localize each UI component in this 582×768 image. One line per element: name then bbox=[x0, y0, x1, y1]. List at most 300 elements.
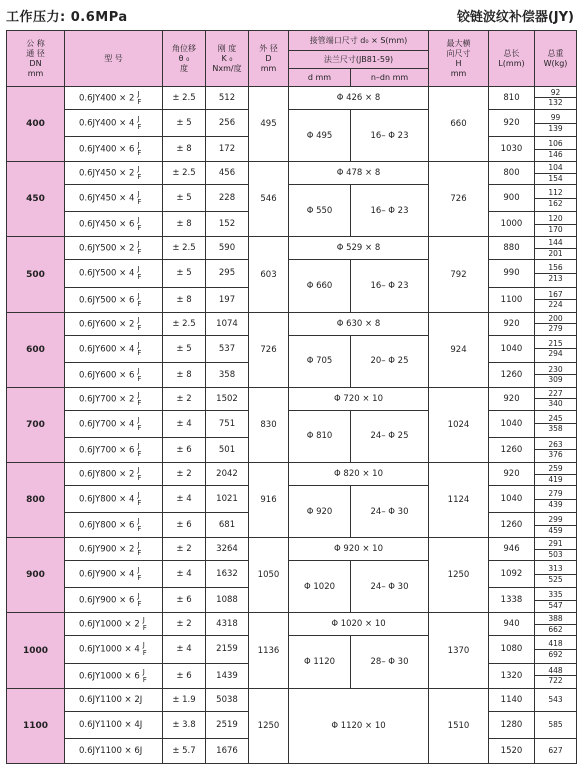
weight-value: 99 bbox=[550, 113, 561, 123]
flange-d-cell: Φ 1020 bbox=[289, 561, 351, 613]
stiffness-cell: 1502 bbox=[206, 387, 249, 410]
stiffness-cell: 2159 bbox=[206, 636, 249, 663]
weight-value: 224 bbox=[535, 299, 576, 310]
header-length: 总长 L(mm) bbox=[489, 31, 535, 87]
weight-value: 132 bbox=[535, 97, 576, 108]
length-cell: 1030 bbox=[489, 137, 535, 162]
jf-suffix: J F bbox=[137, 291, 142, 308]
weight-value: 167 bbox=[548, 289, 563, 299]
max-lateral-cell: 792 bbox=[429, 237, 489, 312]
max-lateral-cell: 1124 bbox=[429, 463, 489, 538]
model-cell bbox=[65, 137, 163, 162]
length-cell: 946 bbox=[489, 538, 535, 561]
stiffness-cell: 1676 bbox=[206, 738, 249, 763]
weight-value: 335 bbox=[548, 590, 563, 600]
flange-n-cell: 20– Φ 25 bbox=[351, 335, 429, 387]
table-row bbox=[7, 410, 577, 437]
angle-cell: ± 2.5 bbox=[163, 312, 206, 335]
model-cell bbox=[65, 463, 163, 486]
model-cell bbox=[65, 237, 163, 260]
weight-cell bbox=[535, 87, 577, 110]
pipe-size-cell: Φ 529 × 8 bbox=[289, 237, 429, 260]
length-cell: 1280 bbox=[489, 711, 535, 738]
jf-suffix: J F bbox=[137, 491, 142, 508]
weight-cell bbox=[535, 738, 577, 763]
weight-value: 146 bbox=[535, 149, 576, 160]
weight-value: 291 bbox=[548, 539, 563, 549]
weight-value: 139 bbox=[535, 123, 576, 134]
header-dn: 公 称 通 径 DN mm bbox=[7, 31, 65, 87]
length-cell: 1100 bbox=[489, 287, 535, 312]
jf-suffix: J F bbox=[137, 240, 142, 257]
weight-value: 439 bbox=[535, 499, 576, 510]
stiffness-cell: 681 bbox=[206, 513, 249, 538]
flange-n-cell: 28– Φ 30 bbox=[351, 636, 429, 688]
flange-d-cell: Φ 920 bbox=[289, 486, 351, 538]
jf-suffix: J F bbox=[137, 592, 142, 609]
jf-suffix: J F bbox=[137, 441, 142, 458]
model-cell bbox=[65, 688, 163, 711]
flange-n-cell: 24– Φ 30 bbox=[351, 561, 429, 613]
pipe-size-cell: Φ 1020 × 10 bbox=[289, 613, 429, 636]
table-row bbox=[7, 561, 577, 588]
model-cell bbox=[65, 312, 163, 335]
dn-cell: 500 bbox=[7, 237, 65, 312]
angle-cell: ± 5.7 bbox=[163, 738, 206, 763]
weight-cell bbox=[535, 561, 577, 588]
table-row bbox=[7, 87, 577, 110]
dn-cell: 900 bbox=[7, 538, 65, 613]
angle-cell: ± 8 bbox=[163, 137, 206, 162]
angle-cell: ± 4 bbox=[163, 561, 206, 588]
stiffness-cell: 456 bbox=[206, 162, 249, 185]
outer-diameter-cell: 1250 bbox=[249, 688, 289, 763]
weight-value: 418 bbox=[548, 639, 563, 649]
stiffness-cell: 295 bbox=[206, 260, 249, 287]
angle-cell: ± 2 bbox=[163, 613, 206, 636]
header-weight: 总重 W(kg) bbox=[535, 31, 577, 87]
header-pipe-size: 接管端口尺寸 d₀ × S(mm) bbox=[289, 31, 429, 51]
outer-diameter-cell: 726 bbox=[249, 312, 289, 387]
length-cell: 1092 bbox=[489, 561, 535, 588]
length-cell: 1260 bbox=[489, 362, 535, 387]
weight-cell bbox=[535, 437, 577, 462]
dn-cell: 450 bbox=[7, 162, 65, 237]
table-row bbox=[7, 237, 577, 260]
model-cell bbox=[65, 437, 163, 462]
table-row bbox=[7, 312, 577, 335]
jf-suffix: J F bbox=[137, 265, 142, 282]
length-cell: 880 bbox=[489, 237, 535, 260]
jf-suffix: J F bbox=[137, 216, 142, 233]
model-text: 0.6JY900 × 4 bbox=[79, 569, 135, 580]
jf-suffix: J F bbox=[137, 89, 142, 106]
stiffness-cell: 501 bbox=[206, 437, 249, 462]
weight-cell bbox=[535, 636, 577, 663]
length-cell: 920 bbox=[489, 312, 535, 335]
weight-cell bbox=[535, 287, 577, 312]
weight-value: 200 bbox=[548, 313, 563, 323]
weight-cell bbox=[535, 711, 577, 738]
dn-cell: 1000 bbox=[7, 613, 65, 688]
model-text: 0.6JY700 × 4 bbox=[79, 419, 135, 430]
length-cell: 1040 bbox=[489, 410, 535, 437]
table-row bbox=[7, 162, 577, 185]
jf-suffix: J F bbox=[137, 541, 142, 558]
weight-value: 162 bbox=[535, 198, 576, 209]
model-text: 0.6JY450 × 6 bbox=[79, 219, 135, 230]
flange-d-cell: Φ 705 bbox=[289, 335, 351, 387]
outer-diameter-cell: 495 bbox=[249, 87, 289, 162]
model-text: 0.6JY500 × 6 bbox=[79, 295, 135, 306]
pipe-size-cell: Φ 920 × 10 bbox=[289, 538, 429, 561]
weight-value: 263 bbox=[548, 439, 563, 449]
model-cell bbox=[65, 613, 163, 636]
weight-cell bbox=[535, 387, 577, 410]
max-lateral-cell: 1370 bbox=[429, 613, 489, 688]
angle-cell: ± 6 bbox=[163, 437, 206, 462]
table-row bbox=[7, 613, 577, 636]
outer-diameter-cell: 1136 bbox=[249, 613, 289, 688]
model-cell bbox=[65, 287, 163, 312]
weight-cell bbox=[535, 109, 577, 136]
header-model: 型 号 bbox=[65, 31, 163, 87]
weight-value: 230 bbox=[548, 364, 563, 374]
table-row bbox=[7, 538, 577, 561]
stiffness-cell: 197 bbox=[206, 287, 249, 312]
stiffness-cell: 751 bbox=[206, 410, 249, 437]
angle-cell: ± 3.8 bbox=[163, 711, 206, 738]
model-text: 0.6JY800 × 6 bbox=[79, 520, 135, 531]
length-cell: 1140 bbox=[489, 688, 535, 711]
table-row bbox=[7, 636, 577, 663]
model-text: 0.6JY400 × 4 bbox=[79, 118, 135, 129]
flange-n-cell: 16– Φ 23 bbox=[351, 109, 429, 161]
weight-cell bbox=[535, 362, 577, 387]
model-text: 0.6JY1100 × 4J bbox=[79, 719, 143, 730]
flange-n-cell: 16– Φ 23 bbox=[351, 185, 429, 237]
product-title: 铰链波纹补偿器(JY) bbox=[456, 10, 574, 25]
jf-suffix: J F bbox=[137, 466, 142, 482]
weight-value: 419 bbox=[535, 474, 576, 485]
weight-cell bbox=[535, 588, 577, 613]
angle-cell: ± 6 bbox=[163, 513, 206, 538]
weight-value: 547 bbox=[535, 600, 576, 611]
model-text: 0.6JY900 × 2 bbox=[79, 544, 135, 555]
model-text: 0.6JY400 × 2 bbox=[79, 93, 135, 104]
length-cell: 920 bbox=[489, 387, 535, 410]
model-text: 0.6JY700 × 6 bbox=[79, 445, 135, 456]
model-cell bbox=[65, 162, 163, 185]
angle-cell: ± 2 bbox=[163, 463, 206, 486]
header-angle: 角位移 θ ₀ 度 bbox=[163, 31, 206, 87]
weight-value: 259 bbox=[548, 464, 563, 473]
table-row bbox=[7, 463, 577, 486]
weight-cell bbox=[535, 212, 577, 237]
model-cell bbox=[65, 711, 163, 738]
angle-cell: ± 5 bbox=[163, 260, 206, 287]
model-cell bbox=[65, 663, 163, 688]
jf-suffix: J F bbox=[142, 667, 147, 684]
jf-suffix: J F bbox=[137, 390, 142, 407]
angle-cell: ± 2 bbox=[163, 538, 206, 561]
jf-suffix: J F bbox=[137, 141, 142, 158]
flange-d-cell: Φ 550 bbox=[289, 185, 351, 237]
flange-d-cell: Φ 660 bbox=[289, 260, 351, 312]
weight-cell bbox=[535, 486, 577, 513]
jf-suffix: J F bbox=[137, 340, 142, 357]
angle-cell: ± 5 bbox=[163, 109, 206, 136]
angle-cell: ± 4 bbox=[163, 486, 206, 513]
model-text: 0.6JY600 × 4 bbox=[79, 344, 135, 355]
weight-value: 340 bbox=[535, 398, 576, 409]
working-pressure-title: 工作压力: 0.6MPa bbox=[6, 10, 128, 25]
weight-cell bbox=[535, 137, 577, 162]
model-cell bbox=[65, 260, 163, 287]
jf-suffix: J F bbox=[142, 616, 147, 633]
weight-value: 170 bbox=[535, 224, 576, 235]
stiffness-cell: 590 bbox=[206, 237, 249, 260]
length-cell: 920 bbox=[489, 109, 535, 136]
weight-value: 120 bbox=[548, 214, 563, 224]
max-lateral-cell: 1024 bbox=[429, 387, 489, 462]
angle-cell: ± 5 bbox=[163, 185, 206, 212]
stiffness-cell: 2519 bbox=[206, 711, 249, 738]
weight-value: 245 bbox=[548, 413, 563, 423]
weight-value: 309 bbox=[535, 374, 576, 385]
weight-value: 294 bbox=[535, 348, 576, 359]
weight-cell bbox=[535, 185, 577, 212]
stiffness-cell: 512 bbox=[206, 87, 249, 110]
weight-cell bbox=[535, 162, 577, 185]
weight-value: 154 bbox=[535, 173, 576, 184]
angle-cell: ± 2.5 bbox=[163, 237, 206, 260]
pipe-size-cell: Φ 1120 × 10 bbox=[289, 688, 429, 763]
header-flange-n: n–dn mm bbox=[351, 69, 429, 87]
length-cell: 1338 bbox=[489, 588, 535, 613]
angle-cell: ± 8 bbox=[163, 287, 206, 312]
model-text: 0.6JY800 × 2 bbox=[79, 469, 135, 480]
model-text: 0.6JY450 × 2 bbox=[79, 168, 135, 179]
length-cell: 940 bbox=[489, 613, 535, 636]
model-cell bbox=[65, 185, 163, 212]
weight-value: 104 bbox=[548, 163, 563, 173]
weight-value: 112 bbox=[548, 188, 563, 198]
stiffness-cell: 1074 bbox=[206, 312, 249, 335]
table-row bbox=[7, 486, 577, 513]
flange-n-cell: 24– Φ 25 bbox=[351, 410, 429, 462]
angle-cell: ± 6 bbox=[163, 663, 206, 688]
spec-table bbox=[6, 30, 577, 764]
weight-value: 92 bbox=[550, 87, 561, 97]
dn-cell: 800 bbox=[7, 463, 65, 538]
pipe-size-cell: Φ 630 × 8 bbox=[289, 312, 429, 335]
weight-value: 692 bbox=[535, 649, 576, 660]
jf-suffix: J F bbox=[137, 115, 142, 132]
model-cell bbox=[65, 538, 163, 561]
flange-d-cell: Φ 810 bbox=[289, 410, 351, 462]
length-cell: 800 bbox=[489, 162, 535, 185]
stiffness-cell: 537 bbox=[206, 335, 249, 362]
angle-cell: ± 5 bbox=[163, 335, 206, 362]
model-text: 0.6JY500 × 2 bbox=[79, 243, 135, 254]
weight-value: 722 bbox=[535, 675, 576, 686]
model-text: 0.6JY450 × 4 bbox=[79, 193, 135, 204]
model-cell bbox=[65, 588, 163, 613]
model-cell bbox=[65, 362, 163, 387]
length-cell: 1260 bbox=[489, 437, 535, 462]
model-text: 0.6JY700 × 2 bbox=[79, 394, 135, 405]
model-cell bbox=[65, 87, 163, 110]
outer-diameter-cell: 1050 bbox=[249, 538, 289, 613]
outer-diameter-cell: 546 bbox=[249, 162, 289, 237]
stiffness-cell: 256 bbox=[206, 109, 249, 136]
length-cell: 1000 bbox=[489, 212, 535, 237]
weight-cell bbox=[535, 463, 577, 486]
weight-value: 213 bbox=[535, 273, 576, 284]
weight-value: 388 bbox=[548, 614, 563, 624]
stiffness-cell: 152 bbox=[206, 212, 249, 237]
weight-value: 459 bbox=[535, 525, 576, 536]
table-row bbox=[7, 109, 577, 136]
model-text: 0.6JY1100 × 6J bbox=[79, 745, 143, 756]
weight-cell bbox=[535, 410, 577, 437]
dn-cell: 600 bbox=[7, 312, 65, 387]
stiffness-cell: 1439 bbox=[206, 663, 249, 688]
outer-diameter-cell: 603 bbox=[249, 237, 289, 312]
max-lateral-cell: 924 bbox=[429, 312, 489, 387]
max-lateral-cell: 726 bbox=[429, 162, 489, 237]
outer-diameter-cell: 916 bbox=[249, 463, 289, 538]
weight-cell bbox=[535, 260, 577, 287]
weight-cell bbox=[535, 538, 577, 561]
header-flange-d: d mm bbox=[289, 69, 351, 87]
weight-value: 503 bbox=[535, 549, 576, 560]
weight-value: 144 bbox=[548, 238, 563, 248]
outer-diameter-cell: 830 bbox=[249, 387, 289, 462]
weight-value: 299 bbox=[548, 515, 563, 525]
length-cell: 1320 bbox=[489, 663, 535, 688]
weight-cell bbox=[535, 237, 577, 260]
angle-cell: ± 2.5 bbox=[163, 87, 206, 110]
model-text: 0.6JY1000 × 6 bbox=[79, 671, 140, 682]
model-cell bbox=[65, 513, 163, 538]
model-text: 0.6JY800 × 4 bbox=[79, 494, 135, 505]
stiffness-cell: 1632 bbox=[206, 561, 249, 588]
stiffness-cell: 5038 bbox=[206, 688, 249, 711]
table-row bbox=[7, 260, 577, 287]
stiffness-cell: 172 bbox=[206, 137, 249, 162]
model-cell bbox=[65, 738, 163, 763]
stiffness-cell: 228 bbox=[206, 185, 249, 212]
weight-value: 106 bbox=[548, 139, 563, 149]
weight-value: 215 bbox=[548, 338, 563, 348]
weight-cell bbox=[535, 335, 577, 362]
table-row bbox=[7, 688, 577, 711]
header-stiffness: 刚 度 K ₀ Nxm/度 bbox=[206, 31, 249, 87]
weight-value: 585 bbox=[548, 719, 563, 729]
weight-value: 227 bbox=[548, 388, 563, 398]
model-text: 0.6JY600 × 6 bbox=[79, 370, 135, 381]
jf-suffix: J F bbox=[137, 517, 142, 534]
angle-cell: ± 8 bbox=[163, 362, 206, 387]
weight-value: 358 bbox=[535, 423, 576, 434]
max-lateral-cell: 1510 bbox=[429, 688, 489, 763]
stiffness-cell: 1021 bbox=[206, 486, 249, 513]
jf-suffix: J F bbox=[137, 415, 142, 432]
model-cell bbox=[65, 335, 163, 362]
model-cell bbox=[65, 486, 163, 513]
weight-value: 156 bbox=[548, 263, 563, 273]
weight-cell bbox=[535, 613, 577, 636]
flange-n-cell: 16– Φ 23 bbox=[351, 260, 429, 312]
angle-cell: ± 2.5 bbox=[163, 162, 206, 185]
model-text: 0.6JY600 × 2 bbox=[79, 319, 135, 330]
model-cell bbox=[65, 109, 163, 136]
flange-n-cell: 24– Φ 30 bbox=[351, 486, 429, 538]
model-text: 0.6JY400 × 6 bbox=[79, 144, 135, 155]
header-max-lateral: 最大横 向尺寸 H mm bbox=[429, 31, 489, 87]
jf-suffix: J F bbox=[137, 190, 142, 207]
model-text: 0.6JY1000 × 4 bbox=[79, 644, 140, 655]
length-cell: 920 bbox=[489, 463, 535, 486]
angle-cell: ± 1.9 bbox=[163, 688, 206, 711]
angle-cell: ± 4 bbox=[163, 410, 206, 437]
stiffness-cell: 1088 bbox=[206, 588, 249, 613]
table-row bbox=[7, 335, 577, 362]
length-cell: 1040 bbox=[489, 335, 535, 362]
length-cell: 1040 bbox=[489, 486, 535, 513]
model-text: 0.6JY1100 × 2J bbox=[79, 694, 143, 705]
model-text: 0.6JY500 × 4 bbox=[79, 268, 135, 279]
header-flange-size: 法兰尺寸(JB81-59) bbox=[289, 51, 429, 69]
pipe-size-cell: Φ 426 × 8 bbox=[289, 87, 429, 110]
angle-cell: ± 8 bbox=[163, 212, 206, 237]
weight-value: 201 bbox=[535, 248, 576, 259]
table-row bbox=[7, 387, 577, 410]
dn-cell: 400 bbox=[7, 87, 65, 162]
weight-value: 525 bbox=[535, 574, 576, 585]
jf-suffix: J F bbox=[142, 641, 147, 658]
max-lateral-cell: 660 bbox=[429, 87, 489, 162]
model-text: 0.6JY1000 × 2 bbox=[79, 619, 140, 630]
angle-cell: ± 2 bbox=[163, 387, 206, 410]
dn-cell: 700 bbox=[7, 387, 65, 462]
model-cell bbox=[65, 636, 163, 663]
angle-cell: ± 6 bbox=[163, 588, 206, 613]
jf-suffix: J F bbox=[137, 566, 142, 583]
table-row bbox=[7, 185, 577, 212]
length-cell: 810 bbox=[489, 87, 535, 110]
max-lateral-cell: 1250 bbox=[429, 538, 489, 613]
pipe-size-cell: Φ 820 × 10 bbox=[289, 463, 429, 486]
weight-cell bbox=[535, 312, 577, 335]
dn-cell: 1100 bbox=[7, 688, 65, 763]
length-cell: 990 bbox=[489, 260, 535, 287]
length-cell: 1080 bbox=[489, 636, 535, 663]
stiffness-cell: 3264 bbox=[206, 538, 249, 561]
length-cell: 1260 bbox=[489, 513, 535, 538]
jf-suffix: J F bbox=[137, 165, 142, 182]
weight-value: 627 bbox=[548, 746, 563, 756]
header-outer-diameter: 外 径 D mm bbox=[249, 31, 289, 87]
jf-suffix: J F bbox=[137, 366, 142, 383]
model-cell bbox=[65, 387, 163, 410]
weight-value: 448 bbox=[548, 665, 563, 675]
model-text: 0.6JY900 × 6 bbox=[79, 595, 135, 606]
model-cell bbox=[65, 410, 163, 437]
stiffness-cell: 4318 bbox=[206, 613, 249, 636]
